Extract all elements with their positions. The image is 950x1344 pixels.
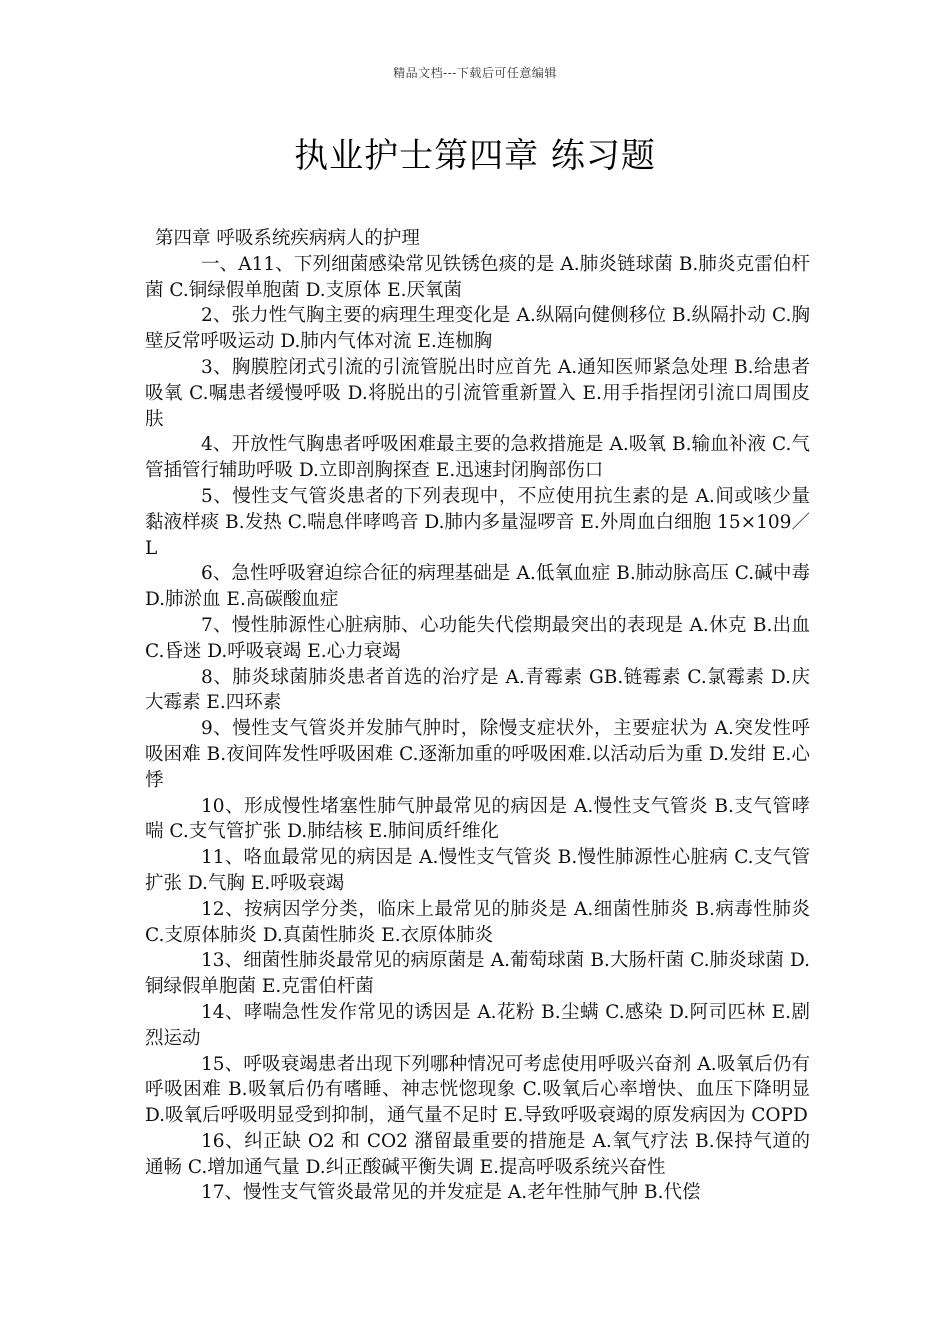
question-17: 17、慢性支气管炎最常见的并发症是 A.老年性肺气肿 B.代偿	[201, 1182, 701, 1204]
question-2: 2、张力性气胸主要的病理生理变化是 A.纵隔向健侧移位 B.纵隔扑动 C.胸壁反常呼吸运动 D.肺内气体对流 E.连枷胸	[145, 305, 810, 353]
question-5: 5、慢性支气管炎患者的下列表现中，不应使用抗生素的是 A.间或咳少量黏液样痰 B.发热 C.喘息伴哮鸣音 D.肺内多量湿啰音 E.外周血白细胞 15×109／L	[145, 485, 810, 559]
question-15: 15、呼吸衰竭患者出现下列哪种情况可考虑使用呼吸兴奋剂 A.吸氧后仍有呼吸困难 B.吸氧后仍有嗜睡、神志恍惚现象 C.吸氧后心率增快、血压下降明显 D.吸氧后呼吸明显受到抑制，通气量不足时 E.导致呼吸衰竭的原发病因为 COPD	[145, 1053, 810, 1127]
question-9: 9、慢性支气管炎并发肺气肿时，除慢支症状外，主要症状为 A.突发性呼吸困难 B.夜间阵发性呼吸困难 C.逐渐加重的呼吸困难.以活动后为重 D.发绀 E.心悸	[145, 718, 810, 791]
question-6: 6、急性呼吸窘迫综合征的病理基础是 A.低氧血症 B.肺动脉高压 C.碱中毒 D.肺淤血 E.高碳酸血症	[145, 563, 810, 611]
question-16: 16、纠正缺 O2 和 CO2 潴留最重要的措施是 A.氧气疗法 B.保持气道的通畅 C.增加通气量 D.纠正酸碱平衡失调 E.提高呼吸系统兴奋性	[145, 1130, 810, 1178]
question-11: 11、咯血最常见的病因是 A.慢性支气管炎 B.慢性肺源性心脏病 C.支气管扩张 D.气胸 E.呼吸衰竭	[145, 847, 810, 894]
document-body	[145, 226, 810, 1206]
question-3: 3、胸膜腔闭式引流的引流管脱出时应首先 A.通知医师紧急处理 B.给患者吸氧 C.嘱患者缓慢呼吸 D.将脱出的引流管重新置入 E.用手指捏闭引流口周围皮肤	[145, 356, 810, 430]
question-4: 4、开放性气胸患者呼吸困难最主要的急救措施是 A.吸氧 B.输血补液 C.气管插管行辅助呼吸 D.立即剖胸探查 E.迅速封闭胸部伤口	[145, 434, 810, 482]
question-8: 8、肺炎球菌肺炎患者首选的治疗是 A.青霉素 GB.链霉素 C.氯霉素 D.庆大霉素 E.四环素	[145, 666, 810, 714]
chapter-heading: 第四章 呼吸系统疾病病人的护理	[155, 228, 420, 249]
question-1: 一、A11、下列细菌感染常见铁锈色痰的是 A.肺炎链球菌 B.肺炎克雷伯杆菌 C.铜绿假单胞菌 D.支原体 E.厌氧菌	[145, 253, 810, 301]
question-12: 12、按病因学分类，临床上最常见的肺炎是 A.细菌性肺炎 B.病毒性肺炎 C.支原体肺炎 D.真菌性肺炎 E.衣原体肺炎	[145, 898, 810, 946]
question-13: 13、细菌性肺炎最常见的病原菌是 A.葡萄球菌 B.大肠杆菌 C.肺炎球菌 D.铜绿假单胞菌 E.克雷伯杆菌	[145, 950, 810, 998]
page-title: 执业护士第四章 练习题	[294, 136, 656, 176]
question-10: 10、形成慢性堵塞性肺气肿最常见的病因是 A.慢性支气管炎 B.支气管哮喘 C.支气管扩张 D.肺结核 E.肺间质纤维化	[145, 795, 810, 843]
question-7: 7、慢性肺源性心脏病肺、心功能失代偿期最突出的表现是 A.休克 B.出血 C.昏迷 D.呼吸衰竭 E.心力衰竭	[145, 614, 810, 662]
page-header: 精品文档---下载后可任意编辑	[393, 66, 557, 80]
question-14: 14、哮喘急性发作常见的诱因是 A.花粉 B.尘螨 C.感染 D.阿司匹林 E.剧烈运动	[145, 1001, 810, 1049]
